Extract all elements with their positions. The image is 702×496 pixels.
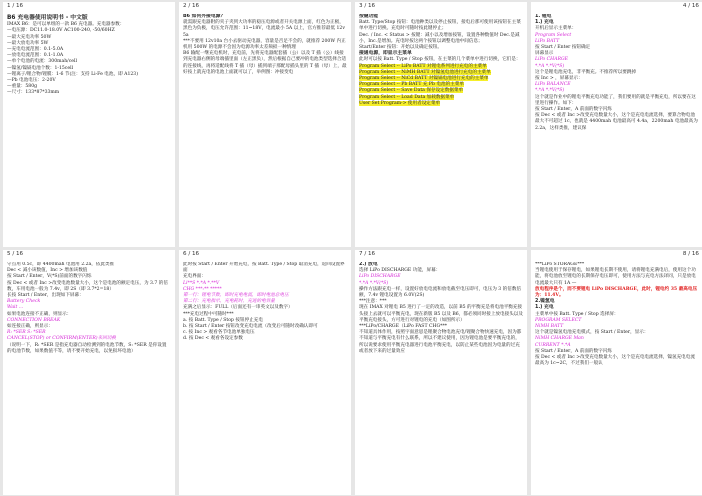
text-content: Battery Check: [7, 299, 41, 305]
text-content: *.*A *.*V(*S): [359, 280, 389, 286]
text-content: 操作方法跟充电一样，设置好放电电流和放电截至电压即可，电压为 3 的倍数倍额，7.4v 锂电设置为 6.0V(2S): [359, 286, 522, 299]
page-number: 3 / 16: [359, 3, 376, 9]
page-body: [359, 262, 523, 493]
text-line: [359, 101, 523, 107]
document-page: [3, 2, 175, 247]
text-content: LiPo CHARGE: [535, 57, 568, 63]
page-number: 1 / 16: [7, 3, 24, 9]
text-content: CANCEL(STOP) or CONFIRM(ENTER)来回切换: [7, 336, 116, 342]
text-line: [183, 39, 347, 51]
text-content: Start/Enter 按钮：开始以及确定按钮。: [359, 45, 442, 51]
text-content: ***充电过程中可随时***: [183, 311, 234, 317]
text-line: [183, 51, 347, 76]
text-content: ***LiPo STORAGE***: [535, 262, 585, 267]
text-content: *.*A *.*V(*S): [535, 88, 565, 94]
text-content: 如果电池连接不正确，则显示：: [7, 311, 72, 317]
text-content: NiMH CHARGE Man: [535, 336, 584, 342]
page-number: 2 / 16: [183, 3, 200, 9]
text-content: 现在 IMAX 对锂电 B5 进行了一定的改造，以前 B5 的平衡充是将电池平衡充接头接上去就可以平衡充电，现在新版 B5 以及 B6，都必须同时接上放电接头以及平衡充电接头，方可进行对锂电的充电（如图所示）: [359, 305, 523, 323]
page-number: 8 / 16: [682, 251, 699, 257]
text-content: —镍氢/镍镉电池个数：1-15cell: [7, 65, 74, 71]
text-content: —充电电流范围：0.1-5.0A: [7, 47, 64, 53]
text-content: Program Select: [535, 32, 572, 38]
text-content: —重量：580g: [7, 84, 38, 90]
document-page: [531, 2, 702, 247]
text-content: —尺寸：133*87*33mm: [7, 90, 60, 96]
text-content: User Set Program-> 使用者设定菜单: [359, 100, 441, 106]
text-content: —放电电流范围：0.1-1.0A: [7, 53, 64, 59]
page-body: [183, 14, 347, 245]
text-content: Dec < 减小该数值，Inc > 增加该数值: [7, 268, 88, 274]
text-line: [7, 281, 171, 293]
text-content: 按 Start / Enter，A 前面的数字闪烁: [535, 348, 612, 354]
text-content: PROGRAM SELECT: [535, 317, 582, 323]
text-content: *.*A *.*V(*S): [535, 63, 565, 69]
text-content: Program Select -- NiCd BATT 对镍镉电池进行充电的主菜单: [359, 76, 489, 82]
text-line: [359, 20, 523, 32]
text-content: 2.镍氢电: [535, 299, 555, 305]
text-content: 开机后显示主菜单：: [535, 26, 577, 32]
text-line: [183, 262, 347, 274]
text-content: B6 如何外接电源？: [183, 14, 226, 19]
document-page: [355, 2, 527, 247]
text-content: 按 Dec < 或者 Inc >改变电池数量大小，这个是电池的额定电压，为 3.7 的倍数，车用电池一般为 7.4v，即 2S（即 3.7*2=18）: [7, 280, 168, 292]
text-line: [359, 33, 523, 45]
text-content: CONNECTION BREAK: [7, 317, 61, 323]
text-line: [7, 343, 171, 355]
text-line: [183, 20, 347, 39]
text-content: IMAX B6：是可以单组的一款 B6 充电器。充电器参数：: [7, 22, 125, 28]
text-line: [359, 305, 523, 324]
text-content: 守点用 0.5c，即 4400mah 电池用 2.2a，依此类推: [7, 262, 115, 267]
text-content: Dec. / Inc. < Status > 按键：减小以及增加按钮，设置各种数值时 Dec.是减小，Inc.是增加。充电时按这两个按钮以调整电池中间信息；: [359, 32, 520, 44]
text-content: 按 Start / Enter 按钮确定: [535, 45, 591, 51]
text-content: Program Select -- Load Data 加载数据菜单: [359, 94, 455, 100]
text-content: —锂离子/锂合物/锂膜：1-6 节(注：支持 Li-Fe 电池，即 A123): [7, 71, 139, 77]
text-content: 1.) 充电: [535, 20, 554, 26]
text-content: LiPo DISCHARGE: [359, 274, 401, 280]
text-content: c. 按 Inc > 观看各节电池单独电压: [183, 330, 255, 336]
text-content: 1.) 充电: [535, 305, 554, 311]
text-content: 充电界面：: [183, 274, 206, 280]
document-page: [531, 250, 702, 495]
text-content: d. 按 Dec < 观看各设定参数: [183, 336, 243, 342]
text-content: 第一行：锂电节数，即时充电电流，即时电池总电压: [183, 293, 289, 299]
text-line: [183, 336, 347, 342]
text-content: 按 Start / Enter，A 前面的数字闪烁: [535, 107, 612, 113]
document-page: [3, 250, 175, 495]
text-content: 此时可以按 Batt. Type / Stop 按钮，在主菜的几个菜单中进行切换，它们是：: [359, 57, 521, 63]
text-content: R: *SER S: *SER: [7, 330, 46, 336]
text-content: CHG ***:** *****: [183, 286, 222, 292]
document-page: [179, 250, 351, 495]
text-content: LiPo BATT: [535, 38, 560, 44]
text-content: ***注意：***: [359, 299, 387, 305]
text-line: [535, 95, 699, 107]
text-content: 就需跟充电器附的夹子夹到大功率的稳压电源或者开关电源上面，红色为正极，黑色为负极，电压允许范围：11~18V，电流最小 5A 以上，官方推荐最低 12v5a: [183, 20, 345, 38]
text-content: 1. 锂电: [535, 14, 552, 19]
page-body: [7, 14, 171, 245]
text-content: Li**S *.*A *.**V: [183, 280, 220, 286]
text-content: ***LiPo/CHARGE（LiPo FAST CHG***: [359, 324, 448, 330]
text-content: —电压源：DC11.0-18.0V AC100-240, -50/60HZ: [7, 28, 115, 34]
page-body: [7, 262, 171, 493]
text-content: 主菜单中按 Batt. Type / Stop 选择屏：: [535, 311, 619, 317]
text-content: 充满之后显示：FULL（后面还有一串英文以及数字）: [183, 305, 293, 311]
text-content: 选择 LiPo DISCHARGE 功能，屏幕：: [359, 268, 441, 274]
text-content: Batt. Type/Stop 按钮：电池种类以及停止按钮，接电后那可使用该按钮在主菜单中进行切换。充电时可随时按此键停止；: [359, 20, 521, 32]
text-line: [535, 113, 699, 132]
text-content: 2.) 放电: [359, 262, 378, 267]
page-number: 6 / 16: [183, 251, 200, 257]
text-content: a. 按 Batt. Type / Stop 按钮停止充电: [183, 317, 263, 323]
text-line: [535, 355, 699, 367]
document-title: [7, 14, 171, 22]
text-line: [359, 330, 523, 355]
text-content: 长按 Start / Enter，出现如下屏幕：: [7, 293, 84, 299]
text-content: 接通电源，即显示主菜单: [359, 51, 412, 57]
text-content: 按 Inc > ，屏幕显示：: [535, 76, 583, 82]
page-body: [535, 262, 699, 493]
text-content: Program Select -- NiMH BATT 对镍氢电池进行充电的主菜单: [359, 69, 491, 75]
text-content: b. 按 Start / Enter 按钮改变充电电流（改变后可随时改确认即可: [183, 324, 318, 330]
text-content: —最大放电功率 5W: [7, 40, 49, 46]
text-line: [535, 268, 699, 287]
text-content: 屏幕显示: [535, 51, 554, 57]
text-content: 不知道具体作用，按照字面意思是锂聚合物电池充电/锂聚合物快速充电，因为都不知道与平衡充电有什么联系，所以不建议使用，因为锂电池是要平衡充电的，所以说要求使用平衡充电器进行电池平衡充电，以防止某些电池因为电量的过充或者放下来的过量效应: [359, 330, 522, 354]
text-content: —最大充电功率 50W: [7, 34, 52, 40]
text-content: （说明一下，R: *SER 是指充电器自动检测到的电池节数，S: *SER 是你设置的电池节数，如果数值不等，请不要开始充电，以免损坏电池）: [7, 342, 167, 354]
text-content: B6 输配一继充电机时，充电前，先将充电器配套插（公）以及 T 插（公）线接到充电器右侧的母端插里面（左正黑负），然后根据自己要冲的电池类型选择合适的连接线，再将适配线将 T 插（母）插到端子那配母插头里的 T 插（母）上，最好按上就充电的电池上面就可以了，举例图：冲接变电: [183, 51, 347, 75]
text-content: 放电程序是个，而不要锂电 LiPo DISCHARGE，此时，锂电约 35 最高电压为：11.4V。: [535, 286, 698, 299]
page-body: [535, 14, 699, 245]
text-line: [359, 287, 523, 299]
page-number: 5 / 16: [7, 251, 24, 257]
document-page: [355, 250, 527, 495]
text-content: —单个电池的电流：300mah/cell: [7, 59, 77, 65]
text-content: 按键功能: [359, 14, 379, 19]
text-content: Program Select -- LiPo BATT 对锂电系列进行充电的主菜单: [359, 63, 487, 69]
text-content: CURRENT *.*A: [535, 342, 571, 348]
text-content: NiMH BATT: [535, 324, 564, 330]
text-content: Program Select -- Pb BATT 充 Pb 电池的主菜单: [359, 82, 464, 88]
text-content: 这个就是镍氢电池充电模式，按 Start / Enter，显示：: [535, 330, 649, 336]
text-content: —Pb 电池电压：2-20V: [7, 78, 56, 84]
page-number: 7 / 16: [359, 251, 376, 257]
text-content: 按 Start / Enter，V(*S)前面的数字闪烁: [7, 274, 92, 280]
text-content: 这个是锂电池充电，非平衡充。不推荐所以要跳掉: [535, 69, 637, 75]
text-content: ***不要用 12v10a 台小去驱动充电器，容量是否足不会的，就推荐 200W 内正机用 500W 的电源不会因为电源功率太差频损一种情理: [183, 38, 346, 51]
text-content: LiPo BALANCE: [535, 82, 571, 88]
text-content: 这个就是作业中的锂电平衡充电功能了，我们要用的就是平衡充电，所以要在这里进行操作。如下：: [535, 94, 696, 106]
document-page: [179, 2, 351, 247]
text-content: 按 Dec < 或者 Inc >改变充电数量大小，这个是充电电流选择，要算合物电池最大不可超过 1c，也就是 4400mah 电池最高可 4.4a，2200mah 电池最高为 2.2a，这样类推，建议保: [535, 113, 698, 131]
text-content: 按 Dec < 或者 Inc >改变充电数量大小，这个是充电电流选择，镍氢充电电流最高为 1c~2C，不过我们一般认: [535, 355, 695, 367]
page-body: [183, 262, 347, 493]
text-content: 此时按 Start / Enter 开始充电，按 Batt. Type / Stop 取消充电，返回设置界面: [183, 262, 345, 274]
text-line: [535, 287, 699, 299]
text-content: 如连接正确，则显示：: [7, 324, 53, 330]
text-content: B6 充电器使用说明书 - 中文版: [7, 15, 88, 21]
text-content: Program Select -- Save Data 保存设定数据菜单: [359, 88, 464, 94]
page-number: 4 / 16: [682, 3, 699, 9]
text-line: [7, 90, 171, 96]
text-content: 当锂电使用于保存锂电，如果锂电长期不使用，请将锂电充满电后，使用这个功能，将电池放至锂电的长期保存电压即可，使用方法与充电方法译同，只是放电电流最大只有 1A —: [535, 268, 696, 286]
page-body: [359, 14, 523, 245]
text-line: [359, 57, 523, 63]
text-content: Wait ...: [7, 305, 24, 311]
text-content: 第二行：充电指示，充电耗时，充进的电容量: [183, 299, 275, 305]
